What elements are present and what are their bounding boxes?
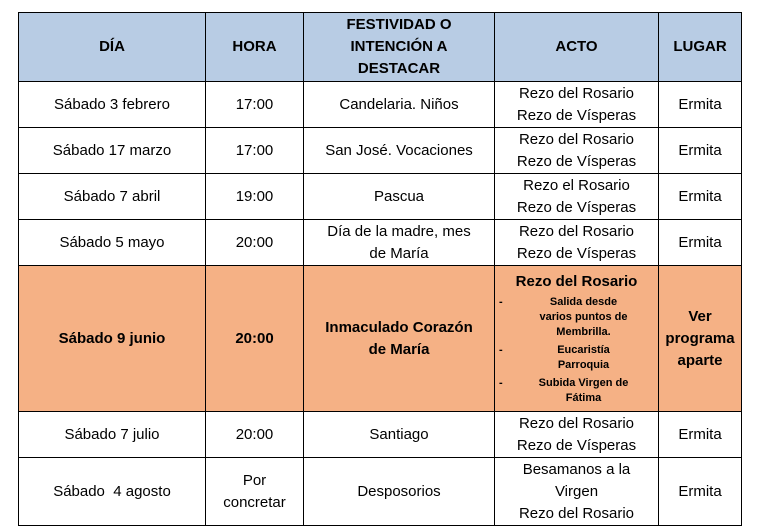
acto-subitem-line: Subida Virgen de xyxy=(538,376,629,389)
cell-acto xyxy=(495,266,659,412)
cell-lugar xyxy=(659,266,742,412)
cell-hora: 20:00 xyxy=(206,266,304,412)
cell-lugar: Ermita xyxy=(659,412,742,458)
lugar-line: programa xyxy=(665,329,735,347)
header-festividad-line: DESTACAR xyxy=(357,60,441,77)
header-dia: DÍA xyxy=(19,13,206,82)
cell-lugar: Ermita xyxy=(659,128,742,174)
cell-dia: Sábado 7 abril xyxy=(19,174,206,220)
cell-hora: 17:00 xyxy=(206,128,304,174)
cell-dia: Sábado 4 agosto xyxy=(19,458,206,526)
cell-dia: Sábado 9 junio xyxy=(19,266,206,412)
acto-subitem-line: Membrilla. xyxy=(556,325,611,338)
cell-festividad xyxy=(304,174,495,220)
cell-festividad xyxy=(304,128,495,174)
cell-lugar: Ermita xyxy=(659,82,742,128)
cell-dia: Sábado 17 marzo xyxy=(19,128,206,174)
table-row xyxy=(19,82,742,128)
header-hora: HORA xyxy=(206,13,304,82)
acto-line: Rezo de Vísperas xyxy=(516,436,637,454)
acto-subitem-line: Fátima xyxy=(565,391,602,404)
festividad-line: Pascua xyxy=(373,187,425,205)
acto-line: Rezo de Vísperas xyxy=(516,106,637,124)
table-row xyxy=(19,412,742,458)
header-lugar: LUGAR xyxy=(659,13,742,82)
cell-acto xyxy=(495,128,659,174)
cell-lugar: Ermita xyxy=(659,174,742,220)
cell-acto xyxy=(495,412,659,458)
festividad-line: de María xyxy=(368,340,430,358)
cell-hora: 17:00 xyxy=(206,82,304,128)
acto-title: Rezo del Rosario xyxy=(515,272,638,290)
cell-festividad xyxy=(304,266,495,412)
hora-line: concretar xyxy=(223,493,286,511)
acto-subitem-line: Parroquia xyxy=(557,358,610,371)
header-acto: ACTO xyxy=(495,13,659,82)
festividad-line: Desposorios xyxy=(357,482,441,500)
cell-dia: Sábado 5 mayo xyxy=(19,220,206,266)
acto-line: Rezo de Vísperas xyxy=(516,198,637,216)
cell-hora xyxy=(206,458,304,526)
bullet-dash: - xyxy=(499,295,503,308)
acto-subitem xyxy=(499,343,654,373)
acto-subitem xyxy=(499,295,654,340)
acto-subitem-line: varios puntos de xyxy=(539,310,628,323)
table-row xyxy=(19,458,742,526)
acto-line: Rezo de Vísperas xyxy=(516,152,637,170)
cell-acto xyxy=(495,82,659,128)
cell-festividad xyxy=(304,220,495,266)
acto-line: Rezo del Rosario xyxy=(518,504,635,522)
acto-line: Rezo del Rosario xyxy=(518,130,635,148)
acto-subitem xyxy=(499,376,654,406)
acto-line: Virgen xyxy=(554,482,599,500)
acto-subitem-line: Eucaristía xyxy=(557,343,610,356)
acto-line: Rezo del Rosario xyxy=(518,414,635,432)
acto-line: Besamanos a la xyxy=(522,460,631,478)
festividad-line: de María xyxy=(369,244,429,262)
festividad-line: Candelaria. Niños xyxy=(339,95,459,113)
acto-line: Rezo del Rosario xyxy=(518,84,635,102)
acto-line: Rezo de Vísperas xyxy=(516,244,637,262)
hora-line: Por xyxy=(242,471,267,489)
cell-lugar: Ermita xyxy=(659,458,742,526)
header-festividad xyxy=(304,13,495,82)
cell-acto xyxy=(495,458,659,526)
festividad-line: San José. Vocaciones xyxy=(325,141,473,159)
table-row-featured xyxy=(19,266,742,412)
cell-festividad xyxy=(304,458,495,526)
cell-festividad xyxy=(304,412,495,458)
acto-line: Rezo el Rosario xyxy=(523,176,630,194)
cell-dia: Sábado 3 febrero xyxy=(19,82,206,128)
header-festividad-line: INTENCIÓN A xyxy=(350,38,448,55)
cell-hora: 20:00 xyxy=(206,220,304,266)
cell-festividad xyxy=(304,82,495,128)
table-row xyxy=(19,220,742,266)
table-row xyxy=(19,128,742,174)
acto-line: Rezo del Rosario xyxy=(518,222,635,240)
cell-hora: 20:00 xyxy=(206,412,304,458)
cell-hora: 19:00 xyxy=(206,174,304,220)
table-row xyxy=(19,174,742,220)
cell-acto xyxy=(495,220,659,266)
cell-dia: Sábado 7 julio xyxy=(19,412,206,458)
lugar-line: aparte xyxy=(677,351,723,369)
lugar-line: Ver xyxy=(688,307,712,325)
acto-subitem-line: Salida desde xyxy=(549,295,618,308)
festividad-line: Inmaculado Corazón xyxy=(325,318,473,336)
schedule-table xyxy=(18,12,742,526)
header-row xyxy=(19,13,742,82)
festividad-line: Santiago xyxy=(369,425,429,443)
festividad-line: Día de la madre, mes xyxy=(327,222,471,240)
bullet-dash: - xyxy=(499,376,503,389)
cell-lugar: Ermita xyxy=(659,220,742,266)
bullet-dash: - xyxy=(499,343,503,356)
header-festividad-line: FESTIVIDAD O xyxy=(346,16,452,33)
cell-acto xyxy=(495,174,659,220)
